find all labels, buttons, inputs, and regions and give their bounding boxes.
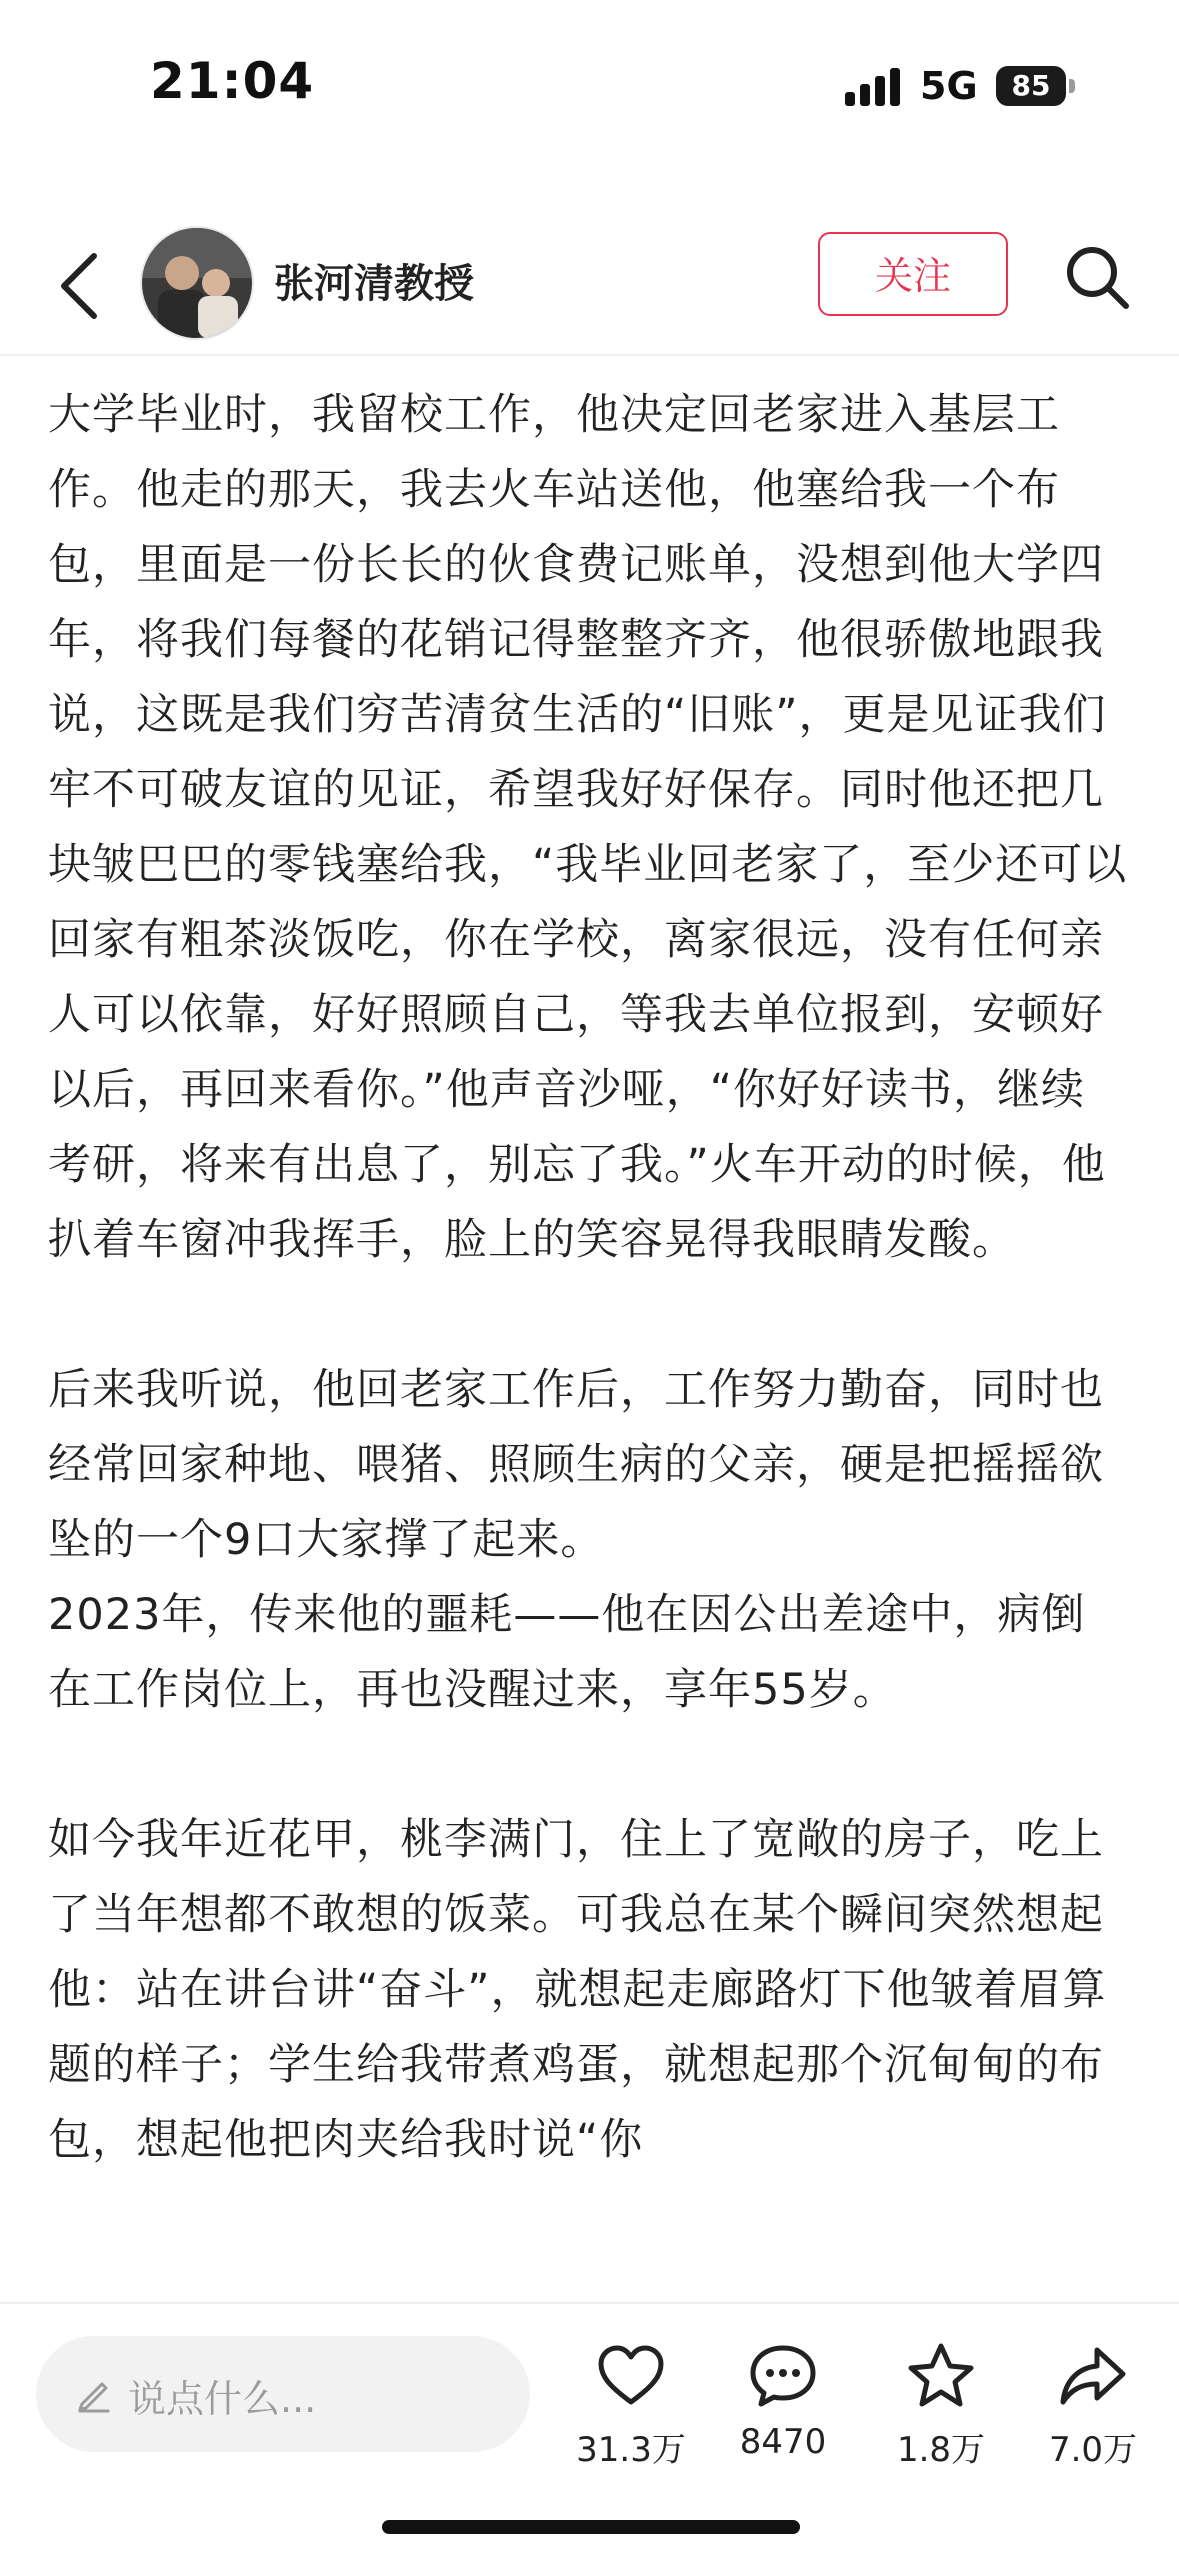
heart-icon [595,2340,667,2412]
share-button[interactable] [1018,2340,1168,2490]
status-bar [0,0,1179,170]
network-type: 5G [920,64,978,108]
battery-cap [1069,79,1075,93]
article-paragraph: 大学毕业时，我留校工作，他决定回老家进入基层工作。他走的那天，我去火车站送他，他塞给我一个布包，里面是一份长长的伙食费记账单，没想到他大学四年，将我们每餐的花销记得整整齐齐，他很骄傲地跟我说，这既是我们穷苦清贫生活的“旧账”，更是见证我们牢不可破友谊的见证，希望我好好保存。同时他还把几块皱巴巴的零钱塞给我，“我毕业回老家了，至少还可以回家有粗茶淡饭吃，你在学校，离家很远，没有任何亲人可以依靠，好好照顾自己，等我去单位报到，安顿好以后，再回来看你。”他声音沙哑，“你好好读书，继续考研，将来有出息了，别忘了我。”火车开动的时候，他扒着车窗冲我挥手，脸上的笑容晃得我眼睛发酸。 [48,390,1128,1265]
article-paragraph: 后来我听说，他回老家工作后，工作努力勤奋，同时也经常回家种地、喂猪、照顾生病的父亲，硬是把摇摇欲坠的一个9口大家撑了起来。 2023年，传来他的噩耗——他在因公出差途中，病倒在工作岗位上，再也没醒过来，享年55岁。 [48,1365,1104,1715]
comment-input[interactable] [36,2336,530,2452]
avatar[interactable] [140,226,254,340]
article-header [0,218,1179,356]
like-button[interactable] [556,2340,706,2490]
chevron-left-icon[interactable] [50,248,110,324]
article-body [48,378,1128,2298]
home-indicator[interactable] [382,2520,800,2534]
signal-strength-icon [845,68,901,106]
chat-bubble-icon [747,2340,819,2412]
pencil-icon [74,2374,114,2414]
avatar-photo [142,228,252,338]
search-icon[interactable] [1062,242,1132,312]
comment-placeholder: 说点什么... [128,2377,317,2421]
battery-icon [996,66,1076,106]
star-icon [905,2340,977,2412]
favorite-button[interactable] [866,2340,1016,2490]
status-time: 21:04 [150,52,315,110]
comment-button[interactable] [708,2340,858,2490]
favorite-count: 1.8万 [896,2430,986,2470]
share-count: 7.0万 [1048,2430,1138,2470]
article-paragraph: 如今我年近花甲，桃李满门，住上了宽敞的房子，吃上了当年想都不敢想的饭菜。可我总在某个瞬间突然想起他：站在讲台讲“奋斗”，就想起走廊路灯下他皱着眉算题的样子；学生给我带煮鸡蛋，就想起那个沉甸甸的布包，想起他把肉夹给我时说“你 [48,1815,1107,2165]
follow-button[interactable]: 关注 [818,232,1008,316]
like-count: 31.3万 [576,2430,686,2470]
battery-level: 85 [996,66,1066,106]
share-arrow-icon [1057,2340,1129,2412]
author-name[interactable]: 张河清教授 [274,261,474,307]
comment-count: 8470 [739,2422,827,2462]
